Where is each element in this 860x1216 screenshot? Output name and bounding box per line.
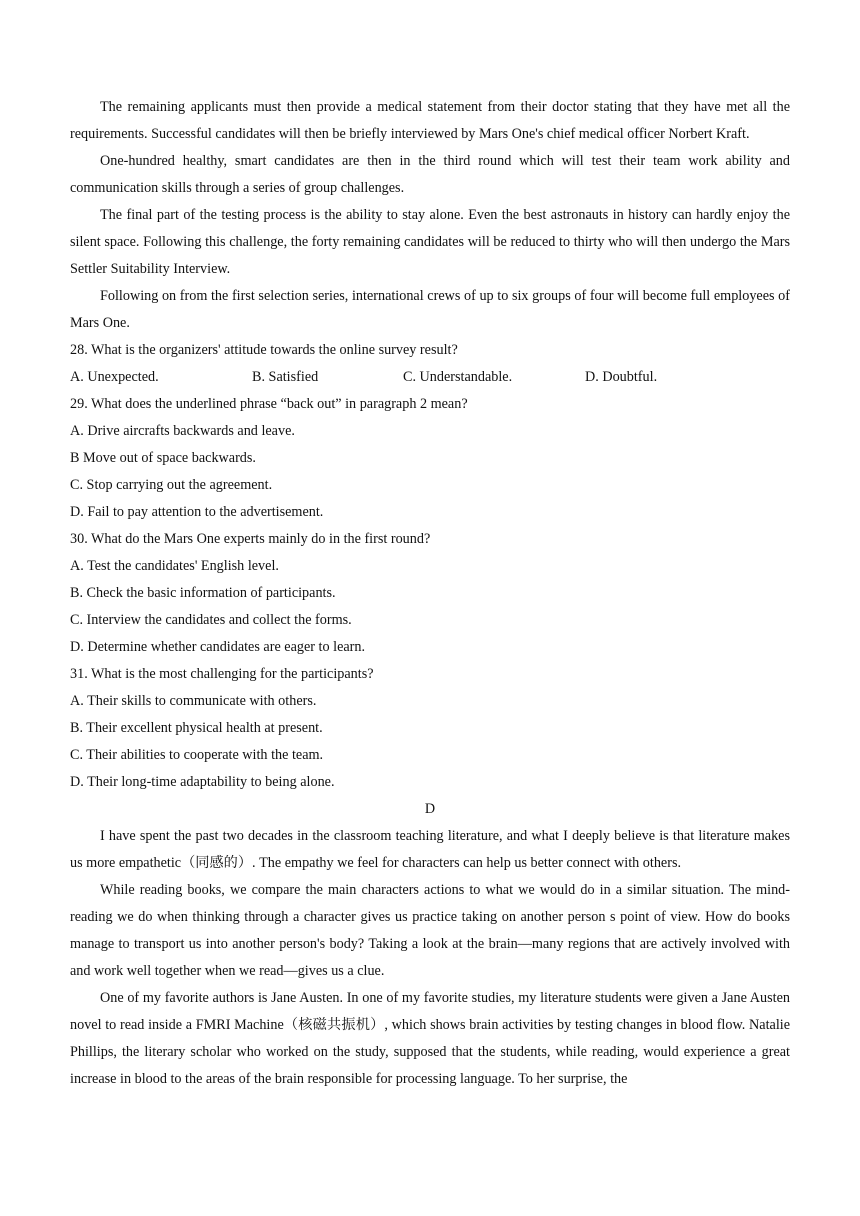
paragraph-c-1: The remaining applicants must then provide a medical statement from their doctor stating that they have met all the requirements. Successful candidates will then be briefly interviewed by Mars One's chief medical officer Norbert Kraft. [70,99,790,142]
paragraph-d-2: While reading books, we compare the main characters actions to what we would do in a similar situation. The mind-reading we do when thinking through a character gives us practice taking on another person s point of view. How do books manage to transport us into another person's body? Taking a look at the brain—many regions that are actively involved with and work well together when we read—gives us a clue. [70,882,790,979]
document-page [70,94,790,1093]
q28-option-c: C. Understandable. [403,369,513,385]
q28-option-d: D. Doubtful. [585,369,658,385]
q30-option-a: A. Test the candidates' English level. [70,558,279,574]
paragraph-c-4: Following on from the first selection series, international crews of up to six groups of four will become full employees of Mars One. [70,288,790,331]
q30-option-d: D. Determine whether candidates are eager to learn. [70,639,366,655]
paragraph-c-2: One-hundred healthy, smart candidates are then in the third round which will test their team work ability and communication skills through a series of group challenges. [70,153,790,196]
question-30 [70,526,790,661]
q31-option-c: C. Their abilities to cooperate with the team. [70,747,324,763]
section-d-heading: D [424,801,436,817]
q28-option-a: A. Unexpected. [70,369,159,385]
q29-option-b: B Move out of space backwards. [70,450,256,466]
question-29-stem: 29. What does the underlined phrase “back out” in paragraph 2 mean? [70,396,468,412]
q30-option-b: B. Check the basic information of participants. [70,585,336,601]
paragraph-d-1: I have spent the past two decades in the classroom teaching literature, and what I deeply believe is that literature makes us more empathetic（同感的）. The empathy we feel for characters can help us better connect with others. [70,828,790,871]
question-30-stem: 30. What do the Mars One experts mainly do in the first round? [70,531,431,547]
question-31-stem: 31. What is the most challenging for the participants? [70,666,374,682]
question-29 [70,391,790,526]
question-31 [70,661,790,796]
question-28-stem: 28. What is the organizers' attitude towards the online survey result? [70,342,458,358]
q31-option-a: A. Their skills to communicate with others. [70,693,317,709]
q31-option-b: B. Their excellent physical health at present. [70,720,323,736]
question-28 [70,337,790,391]
q28-option-b: B. Satisfied [252,369,319,385]
paragraph-d-3: One of my favorite authors is Jane Austen. In one of my favorite studies, my literature students were given a Jane Austen novel to read inside a FMRI Machine（核磁共振机）, which shows brain activities by testing changes in blood flow. Natalie Phillips, the literary scholar who worked on the study, supposed that the students, while reading, would experience a great increase in blood to the areas of the brain responsible for processing language. To her surprise, the [70,990,790,1087]
paragraph-c-3: The final part of the testing process is the ability to stay alone. Even the best astronauts in history can hardly enjoy the silent space. Following this challenge, the forty remaining candidates will be reduced to thirty who will then undergo the Mars Settler Suitability Interview. [70,207,790,277]
q29-option-d: D. Fail to pay attention to the advertisement. [70,504,324,520]
q29-option-c: C. Stop carrying out the agreement. [70,477,273,493]
q31-option-d: D. Their long-time adaptability to being alone. [70,774,335,790]
question-28-options [70,364,790,391]
q29-option-a: A. Drive aircrafts backwards and leave. [70,423,295,439]
q30-option-c: C. Interview the candidates and collect the forms. [70,612,352,628]
